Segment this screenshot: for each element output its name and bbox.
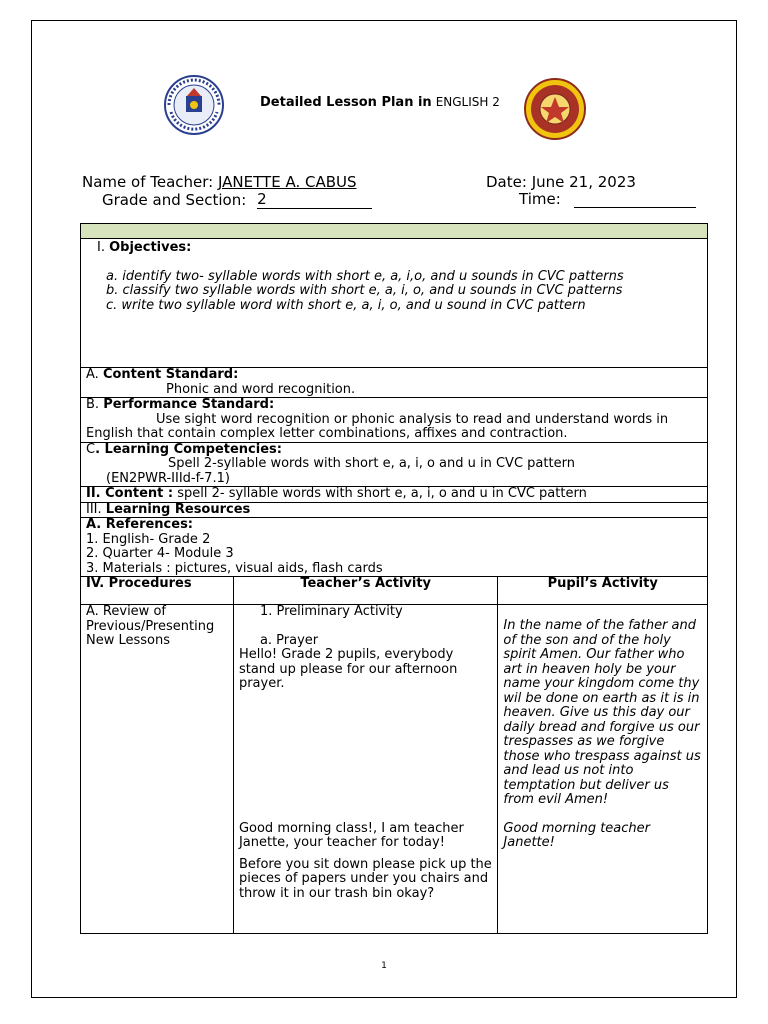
procedure-step-label: A. Review of Previous/Presenting New Lessons: [86, 604, 215, 648]
lesson-plan-table: [80, 223, 708, 934]
objective-a: a. identify two- syllable words with short e, a, i,o, and u sounds in CVC patterns: [106, 268, 624, 284]
teacher-line: [82, 173, 357, 191]
objective-b: b. classify two syllable words with short e, a, i, o, and u sounds in CVC patterns: [106, 283, 623, 298]
content-standard-text: Phonic and word recognition.: [166, 381, 356, 397]
pupil-greeting-text: Good morning teacher Janette!: [503, 820, 650, 850]
objectives-cell: [81, 239, 708, 368]
document-title: [260, 95, 500, 110]
objectives-label: Objectives:: [109, 240, 192, 255]
content-text: spell 2- syllable words with short e, a, i, o and u in CVC pattern: [177, 486, 587, 501]
procedures-body-row: [81, 605, 708, 934]
content-standard-label: Content Standard:: [102, 367, 239, 382]
performance-standard-text: Use sight word recognition or phonic analysis to read and understand words in English that contain complex letter combinations, affixes and contraction.: [86, 411, 669, 441]
performance-standard-row: [81, 398, 708, 443]
pupil-prayer-text: In the name of the father and of the son and of the holy spirit Amen. Our father who art in heaven holy be your name your kingdom come thy wil be done on earth as it is in heaven. Give us this day our daily bread and forgive us our trespasses as we forgive those who trespass against us and lead us not into temptation but deliver us from evil Amen!: [503, 618, 701, 807]
teacher-papers-text: Before you sit down please pick up the pieces of papers under you chairs and throw it in our trash bin okay?: [238, 856, 492, 901]
time-label: Time:: [519, 190, 561, 208]
objective-c: c. write two syllable word with short e, a, i, o, and u sound in CVC pattern: [106, 297, 586, 313]
teacher-name: JANETTE A. CABUS: [218, 173, 357, 191]
pupil-activity-col-header: Pupil’s Activity: [498, 577, 708, 605]
procedures-header-row: [81, 577, 708, 605]
teacher-activity-col-header: Teacher’s Activity: [233, 577, 497, 605]
objectives-numeral: I.: [97, 240, 105, 255]
time-blank: [574, 191, 696, 208]
prayer-label: a. Prayer: [259, 632, 319, 648]
reference-item-2: 2. Quarter 4- Module 3: [86, 546, 234, 561]
performance-standard-prefix: B.: [86, 397, 100, 412]
performance-standard-cell: [81, 398, 708, 443]
teacher-label: Name of Teacher:: [82, 173, 214, 191]
subject-text: ENGLISH 2: [435, 95, 500, 109]
division-seal-logo: [520, 78, 590, 140]
grade-line: [102, 190, 372, 209]
resources-label: Learning Resources: [105, 501, 251, 517]
date-line: [486, 173, 636, 191]
learning-competencies-row: [81, 442, 708, 487]
deped-seal-logo: [159, 74, 229, 136]
resources-numeral: III.: [86, 501, 102, 517]
learning-resources-row: [81, 502, 708, 518]
content-row: [81, 487, 708, 503]
date-label: Date:: [486, 173, 527, 191]
table-header-band: [81, 224, 708, 239]
competencies-label: . Learning Competencies:: [95, 441, 282, 457]
content-label: II. Content :: [86, 486, 174, 501]
grade-value: 2: [257, 190, 267, 208]
references-label: A. References:: [86, 517, 194, 532]
reference-item-1: 1. English- Grade 2: [86, 531, 211, 547]
content-standard-row: [81, 368, 708, 398]
preliminary-activity: 1. Preliminary Activity: [259, 604, 403, 619]
performance-standard-label: Performance Standard:: [103, 397, 275, 412]
grade-blank: [257, 190, 372, 209]
competencies-code: (EN2PWR-IIId-f-7.1): [106, 470, 230, 486]
date-value: June 21, 2023: [531, 173, 636, 191]
competencies-text: Spell 2-syllable words with short e, a, i, o and u in CVC pattern: [168, 456, 575, 471]
learning-competencies-cell: [81, 442, 708, 487]
teacher-greeting-text: Good morning class!, I am teacher Janette, your teacher for today!: [238, 820, 464, 850]
objectives-row: [81, 239, 708, 368]
learning-resources-cell: [81, 502, 708, 518]
competencies-prefix: C: [86, 441, 96, 457]
content-cell: [81, 487, 708, 503]
title-text: Detailed Lesson Plan in: [260, 95, 432, 110]
content-standard-prefix: A.: [86, 367, 99, 382]
pupil-activity-cell: [498, 605, 708, 934]
teacher-activity-cell: [233, 605, 497, 934]
grade-label: Grade and Section:: [102, 191, 247, 209]
page-number: 1: [381, 961, 387, 971]
procedure-step-cell: [81, 605, 234, 934]
references-row: [81, 518, 708, 577]
references-cell: [81, 518, 708, 577]
time-line: [519, 190, 696, 208]
teacher-prayer-text: Hello! Grade 2 pupils, everybody stand up please for our afternoon prayer.: [238, 647, 458, 691]
reference-item-3: 3. Materials : pictures, visual aids, flash cards: [86, 560, 383, 576]
procedures-col-header: IV. Procedures: [81, 577, 234, 605]
content-standard-cell: [81, 368, 708, 398]
